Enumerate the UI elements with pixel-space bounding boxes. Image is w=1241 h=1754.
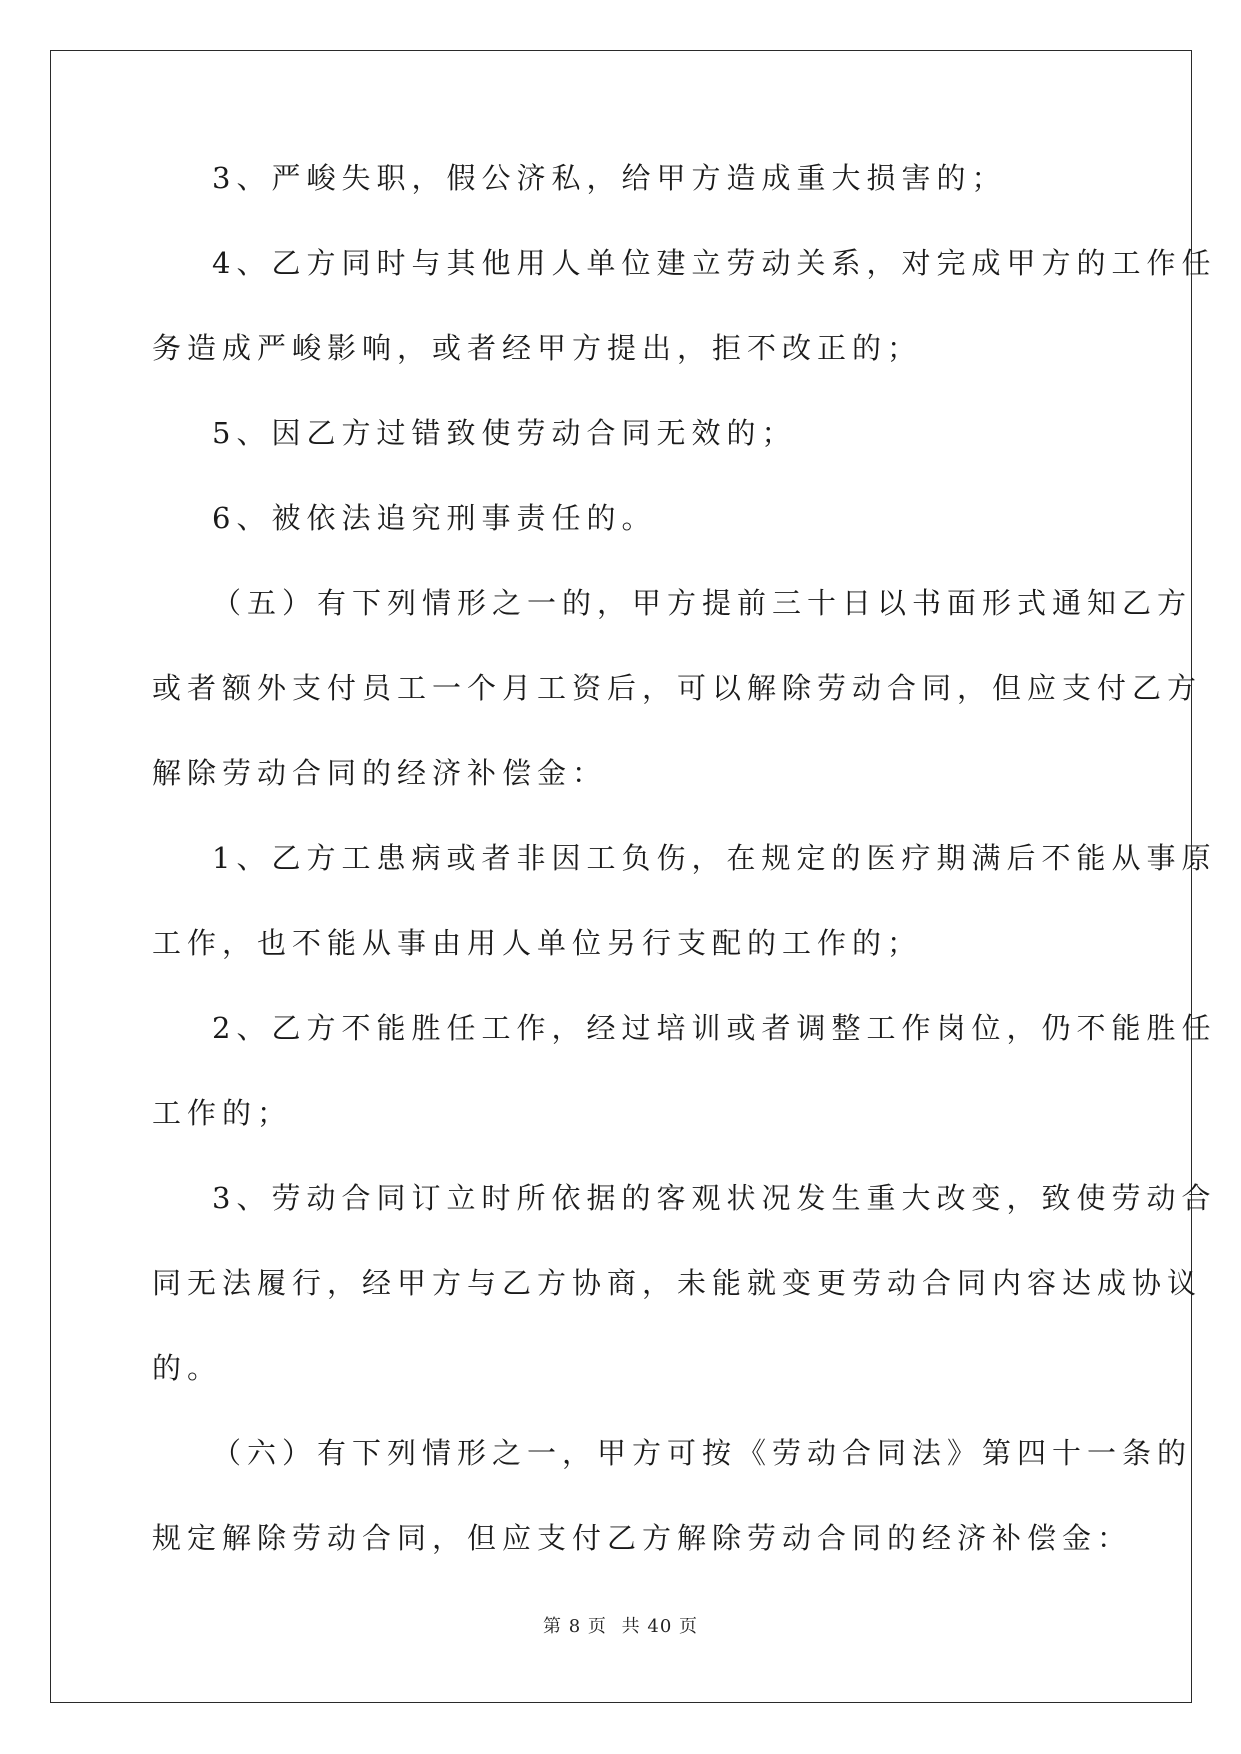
text-line: 务造成严峻影响，或者经甲方提出，拒不改正的； (152, 331, 923, 365)
text-line: 规定解除劳动合同，但应支付乙方解除劳动合同的经济补偿金： (152, 1521, 1133, 1555)
text-line: 解除劳动合同的经济补偿金： (152, 756, 608, 790)
text-line: （六）有下列情形之一，甲方可按《劳动合同法》第四十一条的 (212, 1436, 1193, 1470)
text-line: 工作，也不能从事由用人单位另行支配的工作的； (152, 926, 923, 960)
text-line: 5、因乙方过错致使劳动合同无效的； (212, 416, 797, 450)
text-line: 3、严峻失职，假公济私，给甲方造成重大损害的； (212, 161, 1007, 195)
text-line: 4、乙方同时与其他用人单位建立劳动关系，对完成甲方的工作任 (212, 246, 1217, 280)
text-line: 的。 (152, 1351, 223, 1385)
page-total: 共 40 页 (621, 1616, 698, 1637)
page-footer (0, 1612, 1241, 1638)
text-line: 2、乙方不能胜任工作，经过培训或者调整工作岗位，仍不能胜任 (212, 1011, 1217, 1045)
text-line: 1、乙方工患病或者非因工负伤，在规定的医疗期满后不能从事原 (212, 841, 1217, 875)
text-line: 3、劳动合同订立时所依据的客观状况发生重大改变，致使劳动合 (212, 1181, 1217, 1215)
page-number: 第 8 页 (543, 1616, 607, 1637)
text-line: （五）有下列情形之一的，甲方提前三十日以书面形式通知乙方 (212, 586, 1193, 620)
text-line: 工作的； (152, 1096, 293, 1130)
text-line: 6、被依法追究刑事责任的。 (212, 501, 657, 535)
text-line: 或者额外支付员工一个月工资后，可以解除劳动合同，但应支付乙方 (152, 671, 1203, 705)
text-line: 同无法履行，经甲方与乙方协商，未能就变更劳动合同内容达成协议 (152, 1266, 1203, 1300)
